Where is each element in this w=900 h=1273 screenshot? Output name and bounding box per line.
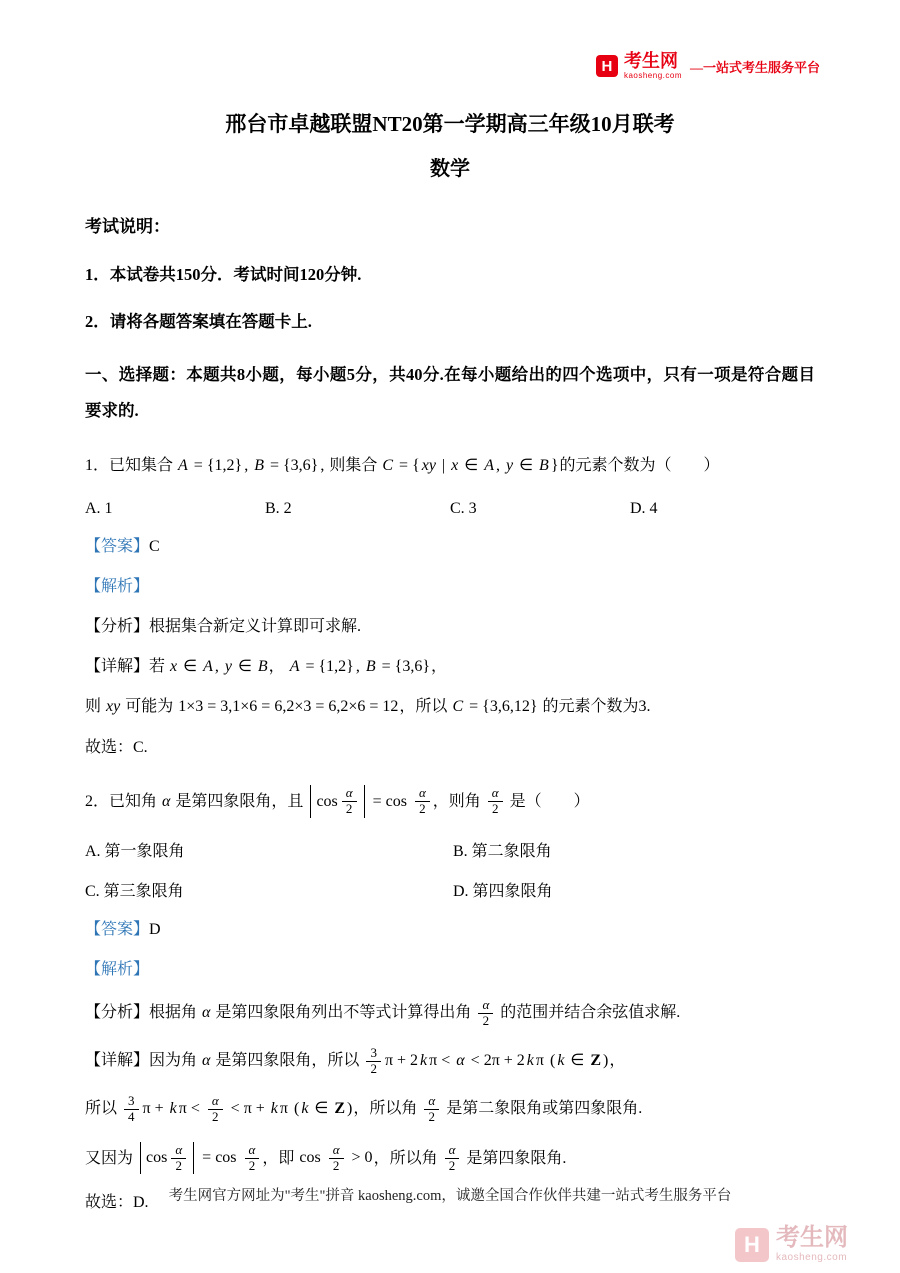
exam-note-item-1: 1．本试卷共150分．考试时间120分钟. (85, 264, 362, 284)
question-1-answer: C (149, 537, 160, 555)
document-subtitle: 数学 (430, 158, 470, 180)
exam-notes-heading: 考试说明： (85, 217, 170, 236)
brand-name: 考生网 (623, 51, 678, 71)
question-2-solution-line-1: 【详解】因为角 α 是第四象限角，所以 $\frac{3}{2}$ π + 2 k π < α < 2π + 2 k π ( k ∈ Z )， (85, 1044, 626, 1076)
question-1-option-b: B. 2 (265, 499, 292, 517)
footer-watermark-logo (735, 1226, 848, 1263)
question-2-stem: 2．已知角 α 是第四象限角，且 cos $\frac{\alpha}{2}$ = cos $\frac{\alpha}{2}$ ，则角 $\frac{\alpha}{2}$ 是（ ） (85, 784, 590, 817)
fraction: $\frac{\alpha}{2}$ (424, 1094, 439, 1125)
watermark-brand: 考生网 (776, 1224, 848, 1251)
question-2-option-b: B. 第二象限角 (453, 842, 552, 860)
absolute-value: cos $\frac{\alpha}{2}$ (140, 1142, 194, 1175)
fraction: $\frac{\alpha}{2}$ (415, 786, 430, 817)
kaosheng-watermark-icon: H (735, 1228, 769, 1262)
answer-label: 【答案】 (85, 920, 150, 938)
brand-domain: kaosheng.com (623, 71, 682, 80)
watermark-domain: kaosheng.com (776, 1252, 848, 1263)
fraction: $\frac{\alpha}{2}$ (488, 786, 503, 817)
question-2-option-c: C. 第三象限角 (85, 882, 184, 900)
site-logo (596, 52, 820, 80)
page-footer-text: 考生网官方网址为"考生"拼音 kaosheng.com，诚邀全国合作伙伴共建一站式考生服务平台 (168, 1188, 732, 1204)
question-2-options (85, 838, 815, 901)
question-1-answer-line (85, 535, 815, 558)
question-2-answer-line (85, 918, 815, 941)
document-title: 邢台市卓越联盟NT20第一学期高三年级10月联考 (225, 112, 675, 136)
question-2-option-a: A. 第一象限角 (85, 842, 185, 860)
question-1-option-d: D. 4 (630, 499, 658, 517)
question-1-solution-line-1: 【详解】若 x ∈ A , y ∈ B， A = {1,2} , B = {3,6}， (85, 658, 448, 676)
brand-text-block (624, 52, 682, 80)
kaosheng-logo-icon: H (596, 55, 618, 77)
question-1-stem: 1．已知集合 A = {1,2} , B = {3,6} , 则集合 C = { xy | x ∈ A , y ∈ B }的元素个数为（ ） (85, 457, 720, 475)
question-1-solution-line-2: 则 xy 可能为 1×3 = 3,1×6 = 6,2×3 = 6,2×6 = 12，所以 C = {3,6,12} 的元素个数为3. (85, 698, 651, 716)
fraction: $\frac{3}{4}$ (124, 1094, 139, 1125)
fraction: $\frac{\alpha}{2}$ (445, 1143, 460, 1174)
question-2-conclusion: 故选：D. (85, 1194, 149, 1212)
fraction: $\frac{\alpha}{2}$ (478, 998, 493, 1029)
fraction: $\frac{\alpha}{2}$ (329, 1143, 344, 1174)
question-1-analysis: 【分析】根据集合新定义计算即可求解. (85, 617, 362, 635)
question-2-analysis: 【分析】根据角 α 是第四象限角列出不等式计算得出角 $\frac{\alpha}{2}$ 的范围并结合余弦值求解. (85, 996, 681, 1028)
question-1-analysis-label: 【解析】 (85, 577, 150, 595)
question-2-solution-line-3: 又因为 cos $\frac{\alpha}{2}$ = cos $\frac{\alpha}{2}$ ，即 cos $\frac{\alpha}{2}$ > 0，所以角 $\frac{\alpha}{2}$ 是第四象限角. (85, 1141, 567, 1174)
question-1-option-c: C. 3 (450, 499, 477, 517)
section-1-heading: 一、选择题：本题共8小题，每小题5分，共40分.在每小题给出的四个选项中，只有一项是符合题目要求的. (85, 365, 815, 420)
exam-note-item-2: 2．请将各题答案填在答题卡上. (85, 311, 312, 331)
question-2-analysis-label: 【解析】 (85, 960, 150, 978)
absolute-value: cos $\frac{\alpha}{2}$ (310, 785, 364, 818)
question-2-answer: D (149, 920, 161, 938)
fraction: $\frac{3}{2}$ (366, 1046, 381, 1077)
brand-tagline: —一站式考生服务平台 (689, 59, 820, 75)
fraction: $\frac{\alpha}{2}$ (245, 1143, 260, 1174)
question-1-option-a: A. 1 (85, 499, 113, 517)
question-2-solution-line-2: 所以 $\frac{3}{4}$ π + k π < $\frac{\alpha}{2}$ < π + k π ( k ∈ Z )，所以角 $\frac{\alpha}{2}$ 是第二象限角或第四象限角. (85, 1092, 643, 1124)
fraction: $\frac{\alpha}{2}$ (208, 1094, 223, 1125)
question-2-option-d: D. 第四象限角 (453, 882, 553, 900)
answer-label: 【答案】 (85, 537, 150, 555)
question-1-options (85, 500, 815, 518)
fraction: $\frac{\alpha}{2}$ (171, 1143, 186, 1174)
question-1-conclusion: 故选：C. (85, 738, 148, 756)
fraction: $\frac{\alpha}{2}$ (342, 786, 357, 817)
watermark-text-block (776, 1226, 848, 1263)
